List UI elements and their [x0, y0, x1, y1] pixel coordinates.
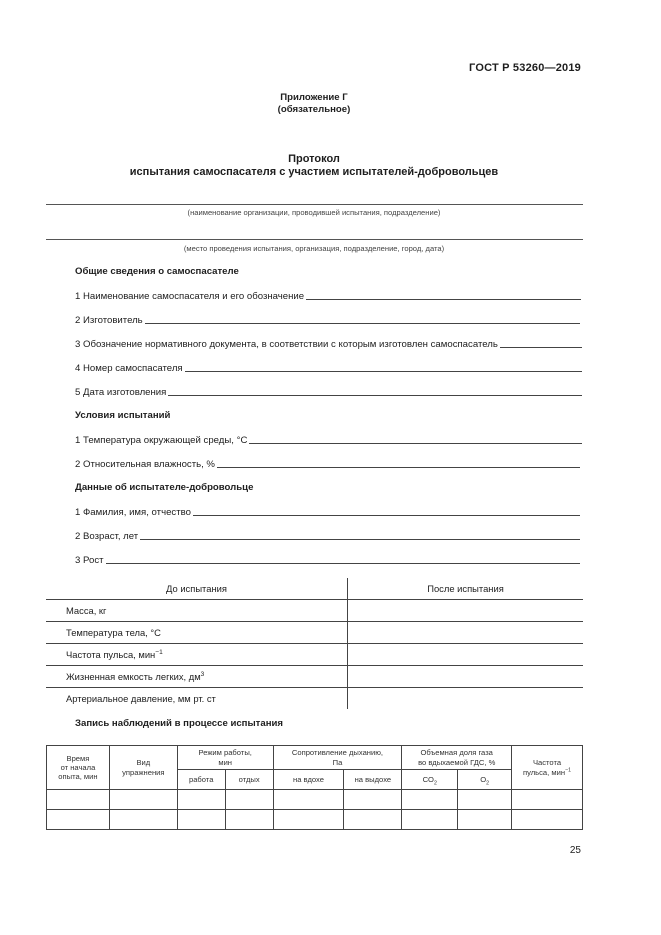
param-label: Жизненная емкость легких, $дм^3$ [46, 666, 348, 688]
table-row [46, 666, 583, 688]
table-row [47, 810, 583, 830]
param-label: Артериальное давление, мм рт. ст [46, 688, 348, 710]
section-volunteer: Данные об испытателе-добровольце [75, 482, 254, 493]
place-caption: (место проведения испытания, организация, подразделение, город, дата) [183, 244, 445, 253]
table-row [46, 600, 583, 622]
protocol-title: Протокол [288, 153, 340, 165]
param-after-cell[interactable] [348, 600, 584, 622]
param-after-cell[interactable] [348, 666, 584, 688]
section-conditions: Условия испытаний [75, 410, 171, 421]
field-manufacturer[interactable]: 2 Изготовитель [75, 312, 580, 326]
table-row [46, 622, 583, 644]
appendix-title: Приложение Г [280, 92, 348, 103]
params-table [46, 578, 583, 709]
place-line[interactable] [46, 239, 583, 240]
obs-header-row [47, 746, 583, 770]
params-header-row [46, 578, 583, 600]
field-serial-number[interactable]: 4 Номер самоспасателя [75, 360, 582, 374]
protocol-subtitle: испытания самоспасателя с участием испытателей-добровольцев [129, 166, 499, 178]
section-observations: Запись наблюдений в процессе испытания [75, 718, 283, 729]
header-after: После испытания [348, 578, 584, 600]
header-exercise: Вид упражнения [109, 746, 177, 790]
param-label: Частота пульса, мин$^{-1}$ [46, 644, 348, 666]
header-o2: $O_2$ [458, 770, 512, 790]
observations-table [46, 745, 583, 830]
param-after-cell[interactable] [348, 688, 584, 710]
field-name[interactable]: 1 Наименование самоспасателя и его обозначение [75, 288, 581, 302]
appendix-subtitle: (обязательное) [277, 104, 351, 115]
field-manufacture-date[interactable]: 5 Дата изготовления [75, 384, 582, 398]
header-exhale: на выдохе [344, 770, 402, 790]
param-label: Температура тела, °С [46, 622, 348, 644]
field-humidity[interactable]: 2 Относительная влажность, % [75, 456, 580, 470]
section-general: Общие сведения о самоспасателе [75, 266, 239, 277]
header-work: работа [177, 770, 225, 790]
param-after-cell[interactable] [348, 622, 584, 644]
page-number: 25 [569, 845, 581, 856]
header-co2: $CO_2$ [402, 770, 458, 790]
param-label: Масса, кг [46, 600, 348, 622]
header-mode: Режим работы, мин [177, 746, 273, 770]
param-after-cell[interactable] [348, 644, 584, 666]
field-full-name[interactable]: 1 Фамилия, имя, отчество [75, 504, 580, 518]
field-age[interactable]: 2 Возраст, лет [75, 528, 580, 542]
header-rest: отдых [225, 770, 273, 790]
header-before: До испытания [46, 578, 348, 600]
table-row [47, 790, 583, 810]
header-gas: Объемная доля газа во вдыхаемой ГДС, % [402, 746, 512, 770]
standard-code: ГОСТ Р 53260—2019 [469, 62, 581, 74]
field-ambient-temperature[interactable]: 1 Температура окружающей среды, °С [75, 432, 582, 446]
org-line[interactable] [46, 204, 583, 205]
org-caption: (наименование организации, проводившей испытания, подразделение) [187, 208, 441, 217]
table-row [46, 688, 583, 710]
header-time: Время от начала опыта, мин [47, 746, 110, 790]
field-height[interactable]: 3 Рост [75, 552, 580, 566]
table-row [46, 644, 583, 666]
header-pulse: Частота пульса, мин$^{-1}$ [512, 746, 583, 790]
header-inhale: на вдохе [273, 770, 344, 790]
field-normative-doc[interactable]: 3 Обозначение нормативного документа, в соответствии с которым изготовлен самоспасатель [75, 336, 582, 350]
header-resistance: Сопротивление дыханию, Па [273, 746, 402, 770]
